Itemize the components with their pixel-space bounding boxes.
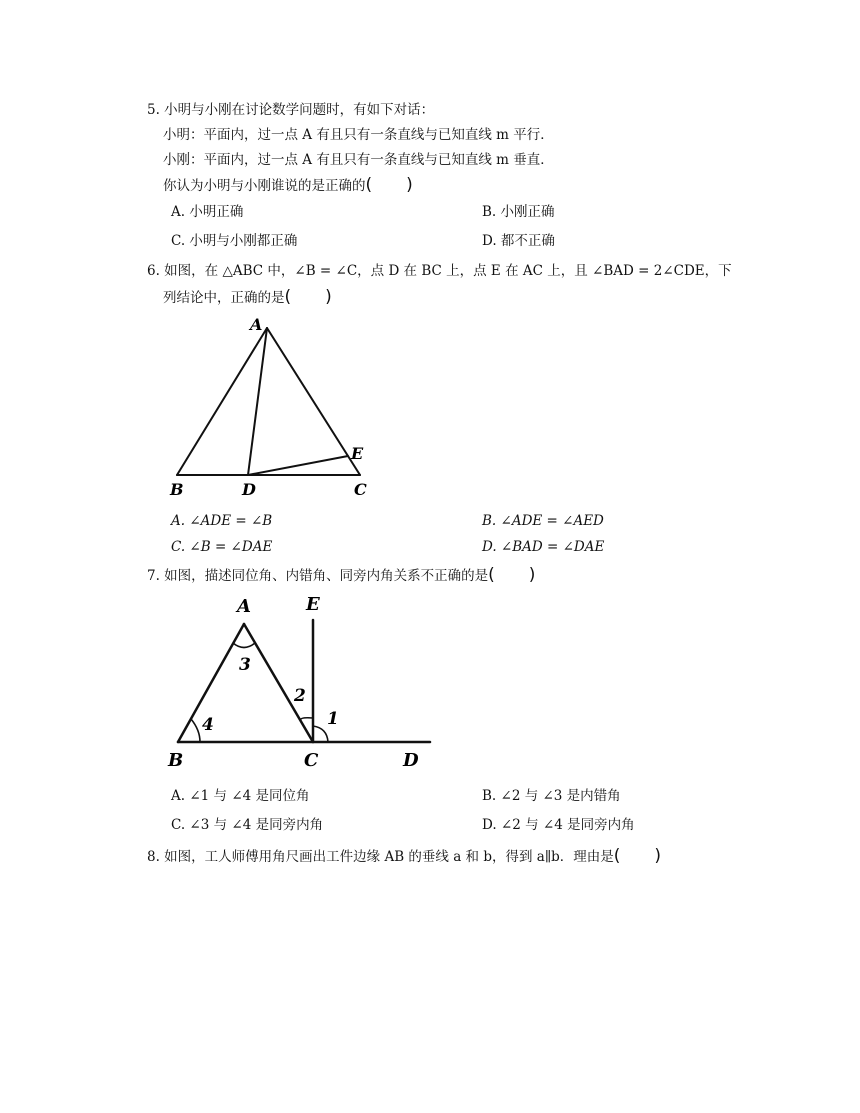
q7-label-d: D (403, 750, 419, 771)
q5-option-a: A. 小明正确 (171, 204, 244, 220)
q6-option-d: D. ∠BAD = ∠DAE (482, 539, 605, 555)
q7-stem (147, 566, 535, 585)
q7-angle3-arc (233, 643, 255, 648)
q7-label-angle4: 4 (202, 715, 214, 735)
q6-option-a: A. ∠ADE = ∠B (171, 513, 273, 529)
q8-stem-text: 8. 如图，工人师傅用角尺画出工件边缘 AB 的垂线 a 和 b，得到 a∥b．理由是 (147, 849, 614, 865)
q6-option-b: B. ∠ADE = ∠AED (482, 513, 604, 529)
q6-segment-ad (248, 328, 267, 475)
q5-answer-paren: ( ) (365, 175, 413, 195)
q5-option-d: D. 都不正确 (482, 233, 555, 249)
q6-segment-de (248, 456, 348, 475)
q7-label-angle1: 1 (327, 709, 339, 729)
q8-answer-paren: ( ) (613, 846, 661, 866)
q7-label-e: E (306, 594, 320, 615)
q7-option-a: A. ∠1 与 ∠4 是同位角 (171, 788, 310, 804)
q5-option-b: B. 小刚正确 (482, 204, 555, 220)
q6-label-d: D (242, 480, 256, 499)
q6-label-a: A (250, 315, 263, 334)
q7-angle2-arc (300, 718, 313, 720)
q6-option-c: C. ∠B = ∠DAE (171, 539, 273, 555)
q8-stem (147, 847, 661, 866)
q6-segment-ac (267, 328, 360, 475)
q7-label-angle3: 3 (239, 655, 251, 675)
q6-triangle-figure (160, 310, 380, 505)
q5-question (163, 176, 413, 195)
q7-segment-ac (244, 624, 313, 742)
q6-stem-line2 (163, 288, 332, 307)
q7-option-d: D. ∠2 与 ∠4 是同旁内角 (482, 817, 635, 833)
q7-angle4-arc (191, 719, 200, 742)
q6-answer-paren: ( ) (284, 287, 332, 307)
q6-label-c: C (354, 480, 367, 499)
q7-option-b: B. ∠2 与 ∠3 是内错角 (482, 788, 621, 804)
q7-answer-paren: ( ) (488, 565, 536, 585)
q6-segment-ab (177, 328, 267, 475)
q5-question-text: 你认为小明与小刚谁说的是正确的 (163, 178, 366, 194)
q7-label-angle2: 2 (294, 686, 306, 706)
q7-label-a: A (237, 596, 251, 617)
q6-stem-line1: 6. 如图，在 △ABC 中，∠B = ∠C，点 D 在 BC 上，点 E 在 AC 上，且 ∠BAD = 2∠CDE，下 (147, 263, 732, 279)
q5-statement-xiaoming: 小明：平面内，过一点 A 有且只有一条直线与已知直线 m 平行． (163, 127, 554, 143)
q5-statement-xiaogang: 小刚：平面内，过一点 A 有且只有一条直线与已知直线 m 垂直． (163, 152, 554, 168)
q7-option-c: C. ∠3 与 ∠4 是同旁内角 (171, 817, 324, 833)
q7-angle1-arc (313, 726, 328, 742)
q5-stem: 5. 小明与小刚在讨论数学问题时，有如下对话： (147, 102, 435, 118)
q7-label-b: B (168, 750, 184, 771)
q7-label-c: C (304, 750, 319, 771)
q5-option-c: C. 小明与小刚都正确 (171, 233, 298, 249)
q6-label-b: B (170, 480, 184, 499)
q7-stem-text: 7. 如图，描述同位角、内错角、同旁内角关系不正确的是 (147, 568, 489, 584)
q7-angles-figure (160, 590, 445, 775)
q6-stem-text: 列结论中，正确的是 (163, 290, 285, 306)
q6-label-e: E (351, 444, 364, 463)
